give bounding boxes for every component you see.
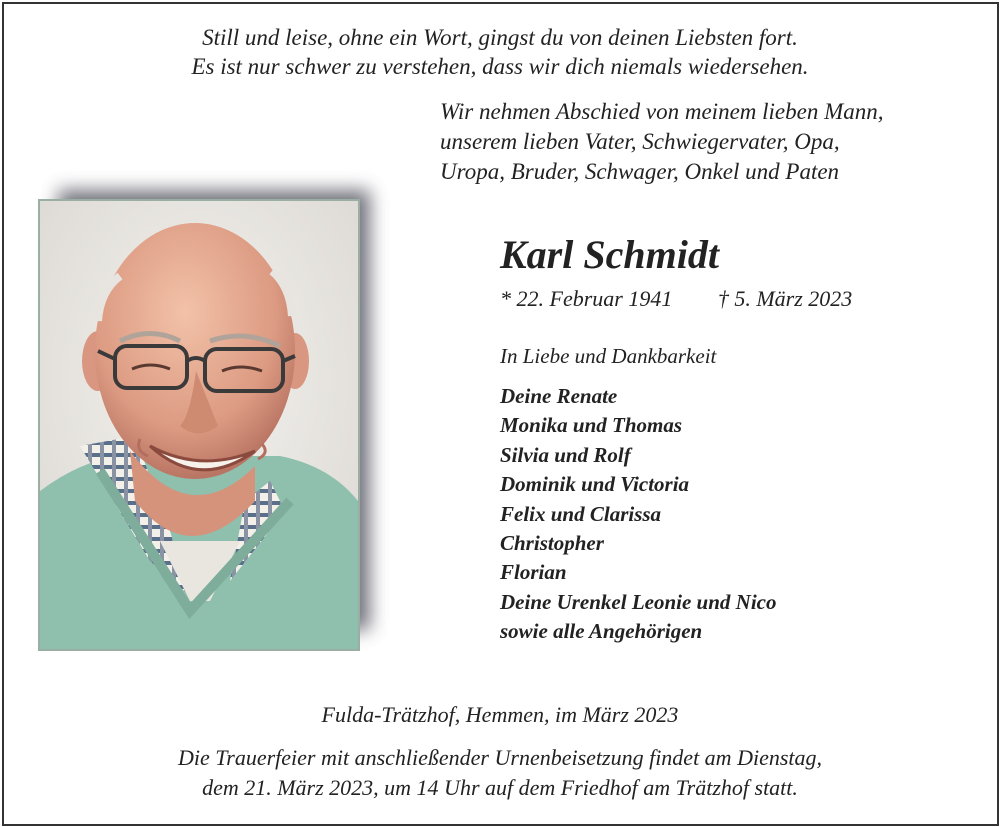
intro-line-3: Uropa, Bruder, Schwager, Onkel und Paten xyxy=(440,159,840,184)
life-dates xyxy=(500,284,852,314)
mourner-item: Florian xyxy=(500,560,567,585)
farewell-intro xyxy=(440,97,884,187)
mourner-item: Monika und Thomas xyxy=(500,413,683,438)
mourner-item: Christopher xyxy=(500,530,604,555)
birth-date: * 22. Februar 1941 xyxy=(500,286,673,311)
service-info xyxy=(0,743,1000,803)
mourner-item: Silvia und Rolf xyxy=(500,442,631,467)
intro-line-2: unserem lieben Vater, Schwiegervater, Opa, xyxy=(440,129,840,154)
mourner-item: Deine Urenkel Leonie und Nico xyxy=(500,589,777,614)
service-line-1: Die Trauerfeier mit anschließender Urnenbeisetzung findet am Dienstag, xyxy=(177,745,823,770)
death-date: † 5. März 2023 xyxy=(717,286,853,311)
mourner-item: sowie alle Angehörigen xyxy=(500,619,703,644)
mourner-item: Dominik und Victoria xyxy=(500,472,690,497)
deceased-name: Karl Schmidt xyxy=(500,232,719,277)
mourner-item: Deine Renate xyxy=(500,384,618,408)
verse-line-2: Es ist nur schwer zu verstehen, dass wir dich niemals wiedersehen. xyxy=(191,54,809,79)
thanks-line: In Liebe und Dankbarkeit xyxy=(500,344,717,368)
portrait-photo xyxy=(38,199,360,651)
verse xyxy=(0,23,1000,81)
portrait-illustration xyxy=(40,201,358,649)
mourners-list xyxy=(500,382,776,647)
place-date: Fulda-Trätzhof, Hemmen, im März 2023 xyxy=(321,702,679,727)
verse-line-1: Still und leise, ohne ein Wort, gingst du von deinen Liebsten fort. xyxy=(202,25,798,50)
service-line-2: dem 21. März 2023, um 14 Uhr auf dem Friedhof am Trätzhof statt. xyxy=(202,775,798,800)
mourner-item: Felix und Clarissa xyxy=(500,501,662,526)
intro-line-1: Wir nehmen Abschied von meinem lieben Mann, xyxy=(440,99,884,124)
